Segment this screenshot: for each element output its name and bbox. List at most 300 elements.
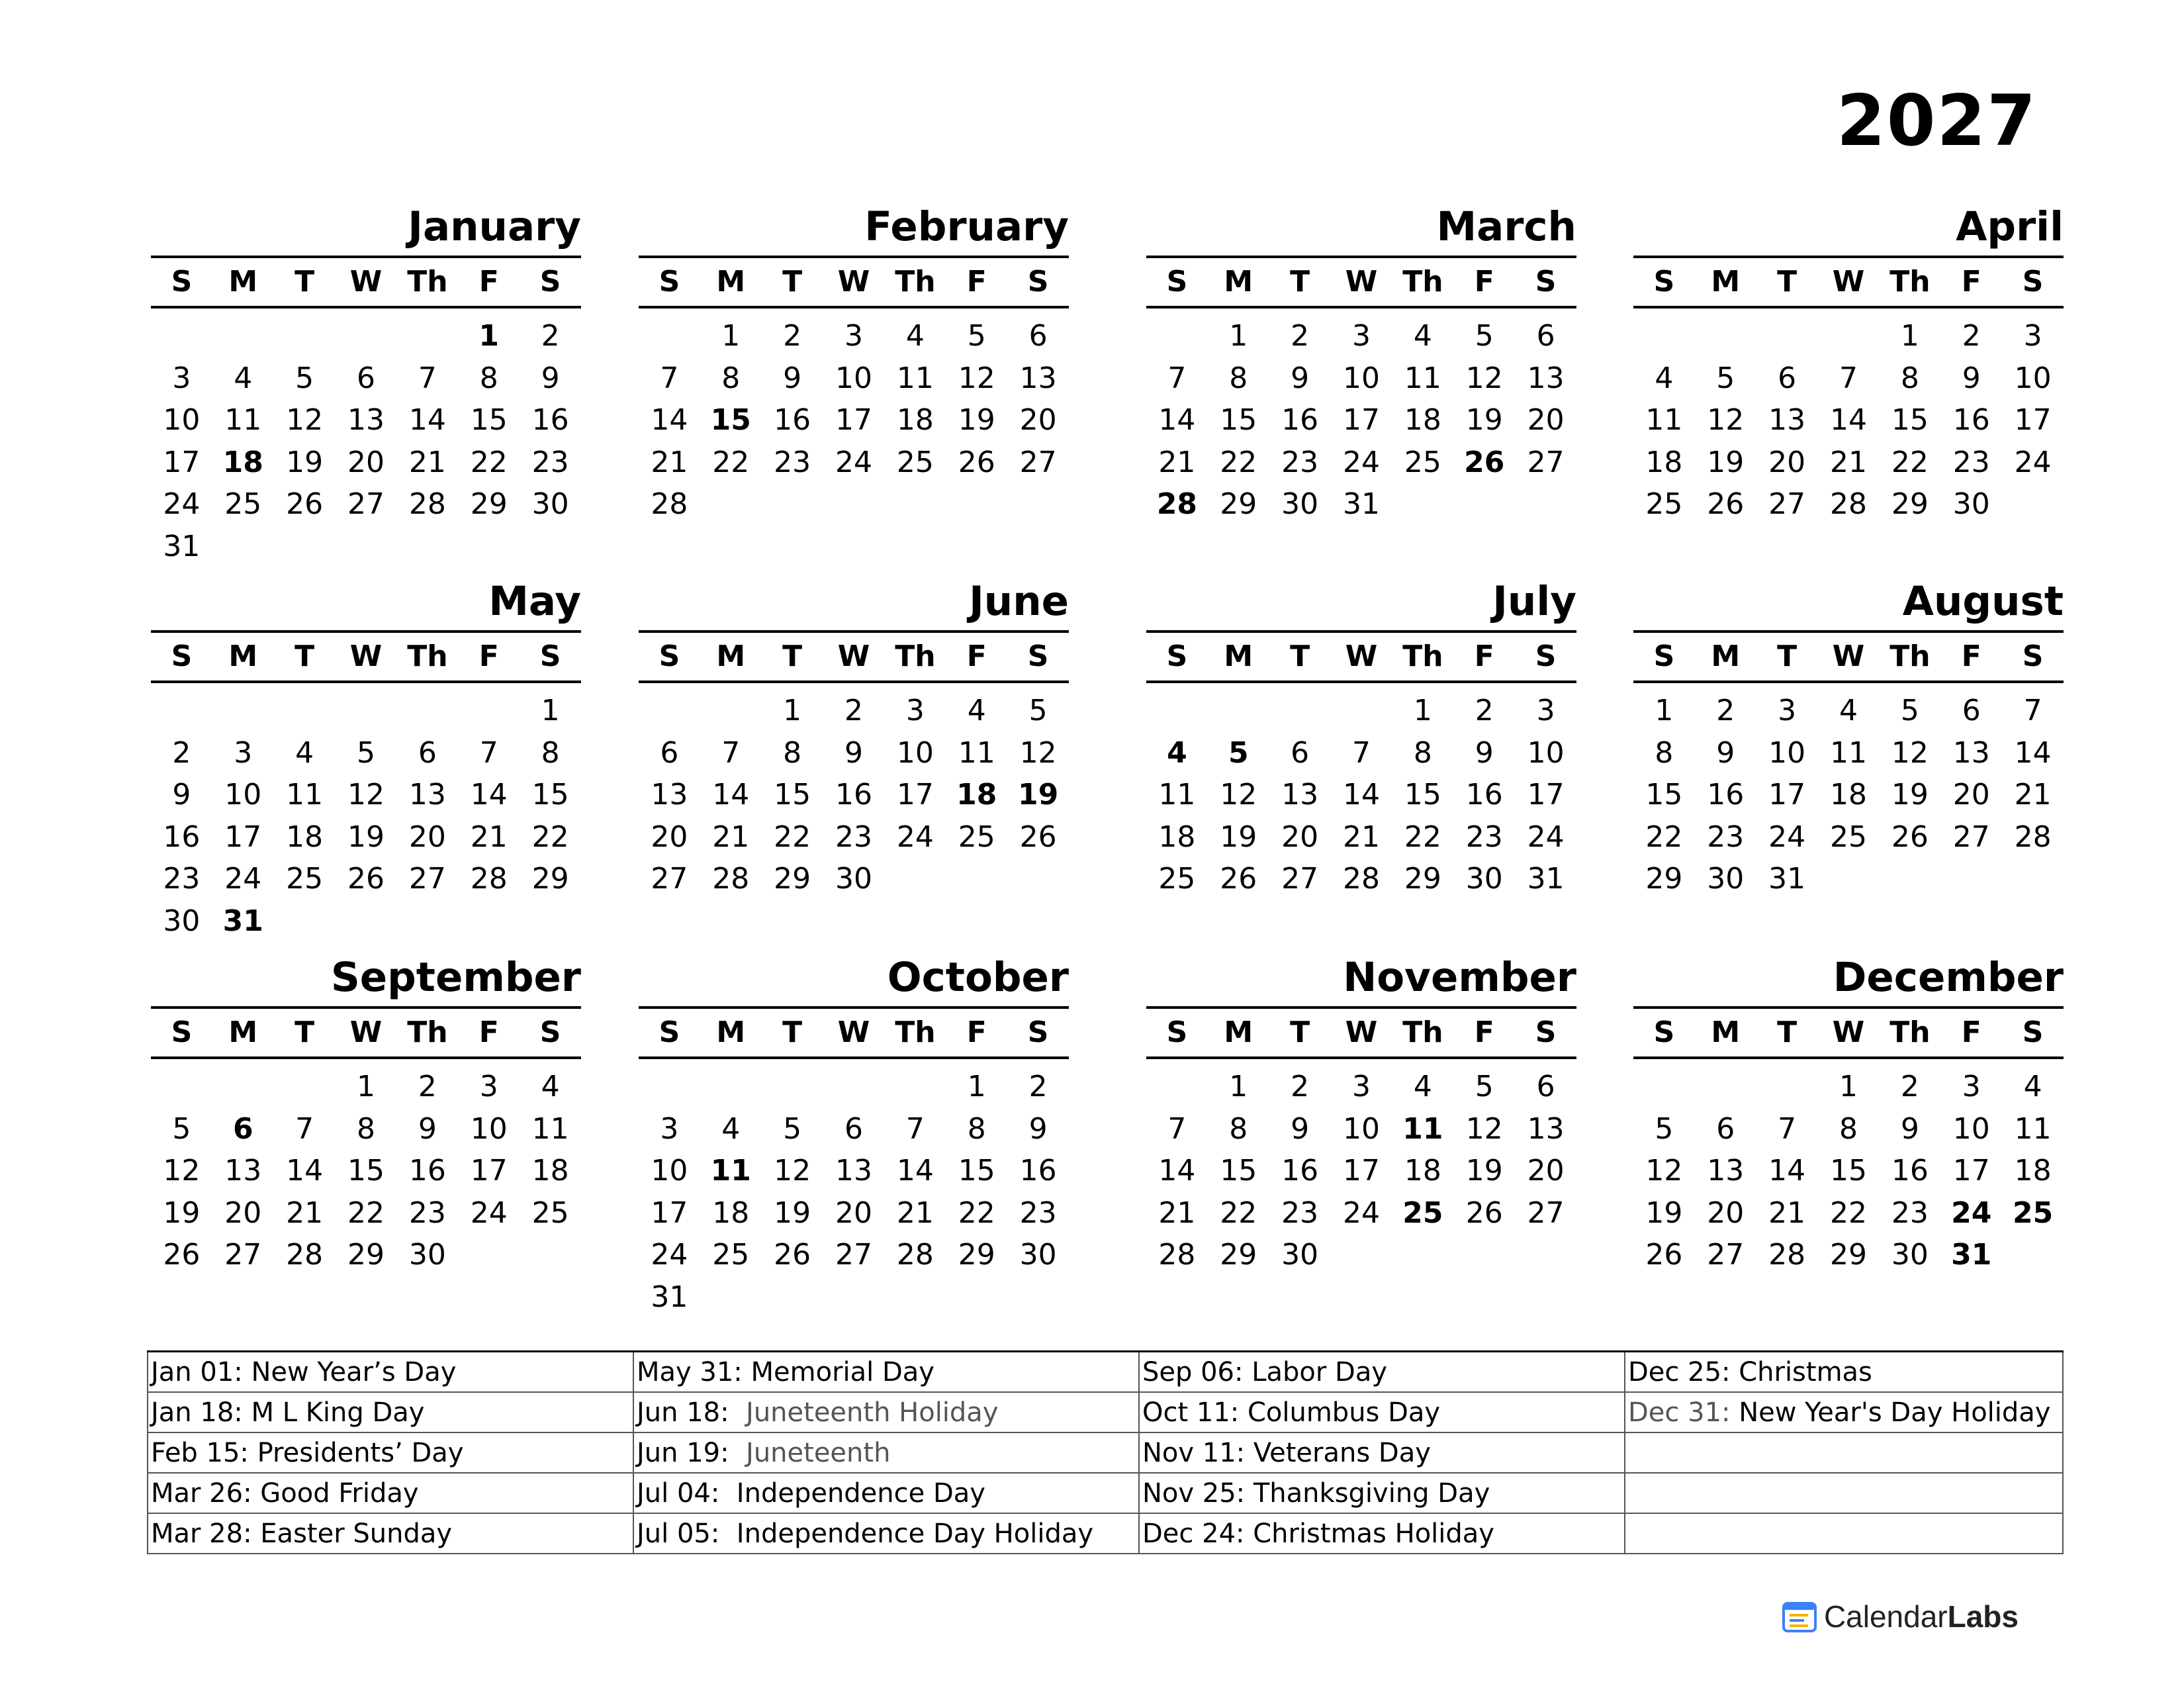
holiday-day-cell: 11	[1402, 1111, 1443, 1146]
weekday-header: S	[171, 1015, 193, 1049]
weekday-header: S	[659, 1015, 680, 1049]
day-cell: 28	[286, 1238, 324, 1272]
month-august	[1633, 573, 2064, 900]
month-name: November	[1343, 954, 1576, 1001]
day-cell: 14	[2014, 735, 2052, 770]
weekday-header: S	[539, 265, 561, 299]
weekday-header: M	[228, 265, 258, 299]
day-cell: 27	[1019, 445, 1057, 479]
weekday-header: T	[295, 1015, 315, 1049]
day-cell: 9	[783, 361, 802, 395]
day-cell: 21	[896, 1196, 934, 1230]
holiday-row	[148, 1513, 2063, 1554]
empty-day-cell	[639, 690, 700, 732]
day-cell: 10	[1952, 1111, 1990, 1146]
day-cell: 4	[234, 361, 253, 395]
empty-day-cell	[1756, 1066, 1818, 1108]
weekday-header-row	[151, 630, 581, 683]
day-cell: 23	[531, 445, 569, 479]
day-cell: 23	[1019, 1196, 1057, 1230]
day-cell: 18	[1404, 1154, 1441, 1188]
day-cell: 15	[1891, 403, 1929, 437]
empty-day-cell	[151, 315, 212, 357]
day-cell: 4	[905, 319, 925, 353]
empty-day-cell	[1818, 315, 1880, 357]
day-cell: 25	[712, 1238, 750, 1272]
holiday-day-cell: 15	[710, 403, 751, 437]
day-cell: 5	[1655, 1111, 1674, 1146]
empty-day-cell	[1453, 483, 1515, 526]
empty-day-cell	[700, 1276, 762, 1319]
day-cell: 26	[1645, 1238, 1683, 1272]
week-row	[151, 357, 581, 400]
day-cell: 5	[1900, 694, 1919, 727]
holiday-name: Good Friday	[260, 1477, 419, 1509]
day-cell: 8	[967, 1111, 986, 1146]
day-cell: 9	[418, 1111, 437, 1146]
day-cell: 7	[660, 361, 679, 395]
weekday-header: W	[1345, 639, 1378, 673]
month-october	[639, 949, 1069, 1318]
day-cell: 29	[1891, 487, 1929, 521]
day-cell: 22	[347, 1196, 385, 1230]
day-cell: 19	[1220, 820, 1257, 854]
day-cell: 24	[651, 1238, 688, 1272]
day-cell: 31	[1768, 862, 1806, 896]
weekday-header: S	[539, 639, 561, 673]
day-cell: 6	[1778, 361, 1797, 395]
week-row	[1146, 1192, 1576, 1235]
day-cell: 8	[721, 361, 741, 395]
day-cell: 10	[470, 1111, 508, 1146]
weekday-header: S	[2022, 265, 2044, 299]
empty-day-cell	[151, 690, 212, 732]
holiday-name: Labor Day	[1251, 1356, 1388, 1387]
day-cell: 3	[1352, 1070, 1371, 1103]
day-cell: 28	[896, 1238, 934, 1272]
day-cell: 23	[163, 862, 201, 896]
day-cell: 21	[1830, 445, 1867, 479]
day-cell: 24	[835, 445, 872, 479]
day-cell: 23	[408, 1196, 446, 1230]
day-cell: 8	[357, 1111, 375, 1146]
week-row	[151, 690, 581, 732]
day-cell: 23	[1891, 1196, 1929, 1230]
day-cell: 29	[470, 487, 508, 521]
week-row	[1633, 858, 2064, 900]
empty-day-cell	[1940, 858, 2002, 900]
day-cell: 22	[1220, 1196, 1257, 1230]
day-cell: 8	[1839, 1111, 1858, 1146]
day-cell: 10	[1768, 735, 1806, 770]
month-november	[1146, 949, 1576, 1276]
day-cell: 3	[1536, 694, 1555, 727]
empty-day-cell	[2002, 1234, 2064, 1276]
holiday-name: Thanksgiving Day	[1253, 1477, 1490, 1509]
day-cell: 3	[1962, 1070, 1981, 1103]
day-cell: 24	[224, 862, 262, 896]
week-row	[1146, 732, 1576, 774]
week-row	[639, 1066, 1069, 1108]
holiday-date: Jan 01:	[151, 1356, 243, 1387]
day-cell: 14	[651, 403, 688, 437]
holiday-date: Mar 26:	[151, 1477, 252, 1509]
day-cell: 13	[1281, 778, 1319, 812]
holiday-day-cell: 18	[956, 778, 997, 812]
weekday-header: S	[1653, 639, 1675, 673]
week-row	[1146, 1150, 1576, 1192]
day-cell: 9	[1028, 1111, 1048, 1146]
weekday-header: F	[1961, 265, 1981, 299]
weekday-header: W	[1832, 265, 1865, 299]
holiday-cell	[633, 1432, 1139, 1473]
day-cell: 5	[295, 361, 314, 395]
empty-day-cell	[823, 1066, 885, 1108]
day-cell: 7	[1352, 735, 1371, 770]
holiday-date: Dec 31:	[1628, 1397, 1731, 1428]
day-cell: 15	[347, 1154, 385, 1188]
week-row	[151, 399, 581, 442]
day-cell: 4	[967, 694, 986, 727]
day-cell: 12	[1019, 735, 1057, 770]
weekday-header: S	[2022, 639, 2044, 673]
weekday-header: T	[1777, 265, 1797, 299]
day-cell: 30	[835, 862, 872, 896]
weekday-header: S	[1535, 265, 1557, 299]
holiday-name: Independence Day Holiday	[728, 1518, 1094, 1549]
empty-day-cell	[1695, 315, 1756, 357]
day-cell: 4	[2023, 1070, 2042, 1103]
day-cell: 30	[408, 1238, 446, 1272]
day-cell: 20	[1527, 1154, 1565, 1188]
day-cell: 23	[1281, 445, 1319, 479]
day-cell: 2	[172, 735, 191, 770]
day-cell: 16	[1019, 1154, 1057, 1188]
weekday-header: Th	[1889, 265, 1931, 299]
holiday-name: New Year’s Day	[251, 1356, 457, 1387]
day-cell: 30	[1707, 862, 1745, 896]
day-cell: 9	[1291, 1111, 1310, 1146]
day-cell: 29	[1220, 487, 1257, 521]
day-cell: 7	[479, 735, 498, 770]
day-cell: 3	[1778, 694, 1797, 727]
day-cell: 26	[1220, 862, 1257, 896]
empty-day-cell	[884, 483, 946, 526]
weekday-header: F	[966, 639, 987, 673]
weekday-header: M	[716, 265, 746, 299]
day-cell: 13	[408, 778, 446, 812]
weekday-header: W	[349, 265, 383, 299]
day-cell: 1	[1900, 319, 1919, 353]
empty-day-cell	[884, 858, 946, 900]
weekday-header: S	[1653, 1015, 1675, 1049]
calendar-year-title: 2027	[1836, 80, 2037, 162]
day-cell: 8	[541, 735, 560, 770]
holiday-day-cell: 4	[1167, 735, 1187, 770]
day-cell: 14	[1158, 403, 1196, 437]
day-cell: 15	[774, 778, 811, 812]
day-cell: 20	[1707, 1196, 1745, 1230]
holiday-date: Jun 19:	[637, 1437, 729, 1468]
day-cell: 4	[1413, 319, 1432, 353]
weekday-header-row	[1633, 1006, 2064, 1059]
day-cell: 28	[408, 487, 446, 521]
week-row	[1633, 1234, 2064, 1276]
holiday-name: Christmas	[1739, 1356, 1872, 1387]
day-cell: 16	[1281, 403, 1319, 437]
weekday-header: T	[295, 639, 315, 673]
day-cell: 31	[163, 529, 201, 563]
day-cell: 3	[660, 1111, 679, 1146]
holiday-day-cell: 25	[1402, 1196, 1443, 1230]
holiday-cell	[633, 1392, 1139, 1432]
day-cell: 20	[1768, 445, 1806, 479]
weekday-header: W	[349, 1015, 383, 1049]
week-row	[639, 690, 1069, 732]
day-cell: 23	[1952, 445, 1990, 479]
weekday-header: M	[1711, 639, 1741, 673]
day-cell: 15	[1645, 778, 1683, 812]
weekday-header: F	[1961, 1015, 1981, 1049]
day-cell: 19	[1465, 403, 1503, 437]
day-cell: 22	[774, 820, 811, 854]
day-cell: 2	[1291, 319, 1310, 353]
week-row	[1633, 816, 2064, 859]
weekday-header: T	[782, 1015, 803, 1049]
empty-day-cell	[396, 690, 458, 732]
day-cell: 28	[470, 862, 508, 896]
weekday-header-row	[151, 1006, 581, 1059]
empty-day-cell	[700, 483, 762, 526]
day-cell: 29	[1830, 1238, 1867, 1272]
day-cell: 18	[531, 1154, 569, 1188]
day-cell: 10	[1343, 361, 1380, 395]
holiday-table	[147, 1350, 2064, 1554]
day-cell: 25	[531, 1196, 569, 1230]
day-cell: 30	[1019, 1238, 1057, 1272]
day-cell: 26	[958, 445, 995, 479]
holiday-row	[148, 1352, 2063, 1393]
holiday-cell	[1139, 1473, 1625, 1513]
empty-day-cell	[458, 900, 520, 943]
holiday-date: Dec 24:	[1142, 1518, 1245, 1549]
day-cell: 27	[1952, 820, 1990, 854]
holiday-cell	[633, 1473, 1139, 1513]
day-cell: 19	[1707, 445, 1745, 479]
day-cell: 14	[286, 1154, 324, 1188]
day-cell: 19	[774, 1196, 811, 1230]
week-row	[1633, 774, 2064, 816]
week-row	[639, 399, 1069, 442]
holiday-cell	[148, 1513, 633, 1554]
weekday-header: W	[837, 265, 870, 299]
weekday-header: M	[1224, 1015, 1253, 1049]
empty-day-cell	[1515, 1234, 1576, 1276]
day-cell: 13	[1952, 735, 1990, 770]
day-cell: 19	[958, 403, 995, 437]
day-cell: 8	[1655, 735, 1674, 770]
day-cell: 18	[2014, 1154, 2052, 1188]
day-cell: 2	[1475, 694, 1494, 727]
weekday-header: F	[478, 265, 499, 299]
day-cell: 12	[1891, 735, 1929, 770]
week-row	[1146, 483, 1576, 526]
day-cell: 6	[357, 361, 375, 395]
day-cell: 18	[896, 403, 934, 437]
weekday-header: S	[1535, 1015, 1557, 1049]
empty-day-cell	[1331, 690, 1392, 732]
holiday-cell	[633, 1352, 1139, 1393]
holiday-date: May 31:	[637, 1356, 743, 1387]
day-cell: 6	[1716, 1111, 1735, 1146]
day-cell: 21	[651, 445, 688, 479]
empty-day-cell	[336, 526, 397, 568]
day-cell: 5	[1716, 361, 1735, 395]
holiday-date: Oct 11:	[1142, 1397, 1240, 1428]
week-row	[151, 1108, 581, 1150]
day-cell: 28	[1158, 1238, 1196, 1272]
week-row	[639, 858, 1069, 900]
day-cell: 11	[286, 778, 324, 812]
empty-day-cell	[1633, 1066, 1695, 1108]
day-cell: 25	[1830, 820, 1867, 854]
empty-day-cell	[212, 690, 274, 732]
day-cell: 1	[357, 1070, 375, 1103]
day-cell: 3	[479, 1070, 498, 1103]
empty-day-cell	[1392, 1234, 1453, 1276]
day-cell: 21	[1158, 445, 1196, 479]
day-cell: 27	[835, 1238, 872, 1272]
day-cell: 11	[1158, 778, 1196, 812]
holiday-name: Memorial Day	[751, 1356, 934, 1387]
holiday-date: Jul 05:	[637, 1518, 720, 1549]
day-cell: 31	[1343, 487, 1380, 521]
day-cell: 24	[1343, 445, 1380, 479]
day-cell: 15	[958, 1154, 995, 1188]
day-cell: 29	[347, 1238, 385, 1272]
day-cell: 11	[958, 735, 995, 770]
week-row	[1633, 1192, 2064, 1235]
day-cell: 16	[1891, 1154, 1929, 1188]
day-cell: 6	[1291, 735, 1310, 770]
week-row	[1146, 816, 1576, 859]
day-cell: 22	[531, 820, 569, 854]
day-cell: 12	[163, 1154, 201, 1188]
calendarlabs-logo[interactable]	[1782, 1599, 2019, 1634]
day-cell: 17	[1768, 778, 1806, 812]
week-row	[1146, 858, 1576, 900]
empty-day-cell	[396, 900, 458, 943]
day-cell: 16	[408, 1154, 446, 1188]
month-march	[1146, 199, 1576, 526]
day-cell: 23	[1281, 1196, 1319, 1230]
empty-day-cell	[762, 1276, 823, 1319]
weekday-header: S	[2022, 1015, 2044, 1049]
day-cell: 25	[958, 820, 995, 854]
empty-day-cell	[458, 690, 520, 732]
weekday-header: Th	[1889, 639, 1931, 673]
day-cell: 20	[1019, 403, 1057, 437]
weekday-header: F	[1474, 265, 1494, 299]
day-cell: 2	[1291, 1070, 1310, 1103]
weekday-header: F	[478, 639, 499, 673]
day-cell: 22	[1891, 445, 1929, 479]
day-cell: 10	[1527, 735, 1565, 770]
day-cell: 4	[1839, 694, 1858, 727]
day-cell: 16	[163, 820, 201, 854]
day-cell: 6	[1536, 319, 1555, 353]
day-cell: 11	[896, 361, 934, 395]
holiday-cell	[1139, 1432, 1625, 1473]
month-name: April	[1956, 203, 2064, 250]
day-cell: 21	[1343, 820, 1380, 854]
day-cell: 13	[347, 403, 385, 437]
holiday-day-cell: 11	[710, 1154, 751, 1188]
day-cell: 18	[1645, 445, 1683, 479]
day-cell: 6	[1028, 319, 1048, 353]
holiday-name: New Year's Day Holiday	[1739, 1397, 2051, 1428]
holiday-cell	[148, 1432, 633, 1473]
weekday-header: Th	[895, 265, 936, 299]
weekday-header: S	[1166, 639, 1188, 673]
day-cell: 25	[1404, 445, 1441, 479]
holiday-cell	[148, 1352, 633, 1393]
weekday-header: S	[1653, 265, 1675, 299]
day-cell: 7	[418, 361, 437, 395]
day-cell: 16	[1465, 778, 1503, 812]
day-cell: 22	[712, 445, 750, 479]
day-cell: 12	[1645, 1154, 1683, 1188]
day-cell: 27	[1527, 1196, 1565, 1230]
day-cell: 5	[783, 1111, 802, 1146]
holiday-cell	[148, 1392, 633, 1432]
day-cell: 5	[1028, 694, 1048, 727]
week-row	[151, 774, 581, 816]
day-cell: 3	[234, 735, 253, 770]
day-cell: 15	[1220, 403, 1257, 437]
day-cell: 5	[172, 1111, 191, 1146]
holiday-cell	[1625, 1392, 2063, 1432]
day-cell: 14	[470, 778, 508, 812]
empty-day-cell	[274, 900, 336, 943]
weekday-header: Th	[1889, 1015, 1931, 1049]
day-cell: 8	[1229, 361, 1248, 395]
day-cell: 21	[2014, 778, 2052, 812]
day-cell: 29	[1220, 1238, 1257, 1272]
weekday-header: F	[1961, 639, 1981, 673]
holiday-day-cell: 31	[1951, 1238, 1992, 1272]
weekday-header: T	[1290, 1015, 1310, 1049]
week-row	[1633, 690, 2064, 732]
day-cell: 2	[1716, 694, 1735, 727]
month-name: August	[1902, 578, 2064, 625]
day-cell: 15	[1830, 1154, 1867, 1188]
day-cell: 28	[1768, 1238, 1806, 1272]
empty-day-cell	[1879, 858, 1940, 900]
day-cell: 10	[2014, 361, 2052, 395]
day-cell: 20	[651, 820, 688, 854]
empty-day-cell	[2002, 858, 2064, 900]
week-row	[151, 483, 581, 526]
empty-day-cell	[1146, 1066, 1208, 1108]
day-cell: 11	[224, 403, 262, 437]
holiday-cell	[1139, 1392, 1625, 1432]
day-cell: 9	[1900, 1111, 1919, 1146]
day-cell: 13	[1768, 403, 1806, 437]
holiday-name: Independence Day	[728, 1477, 985, 1509]
day-cell: 27	[1527, 445, 1565, 479]
day-cell: 29	[958, 1238, 995, 1272]
